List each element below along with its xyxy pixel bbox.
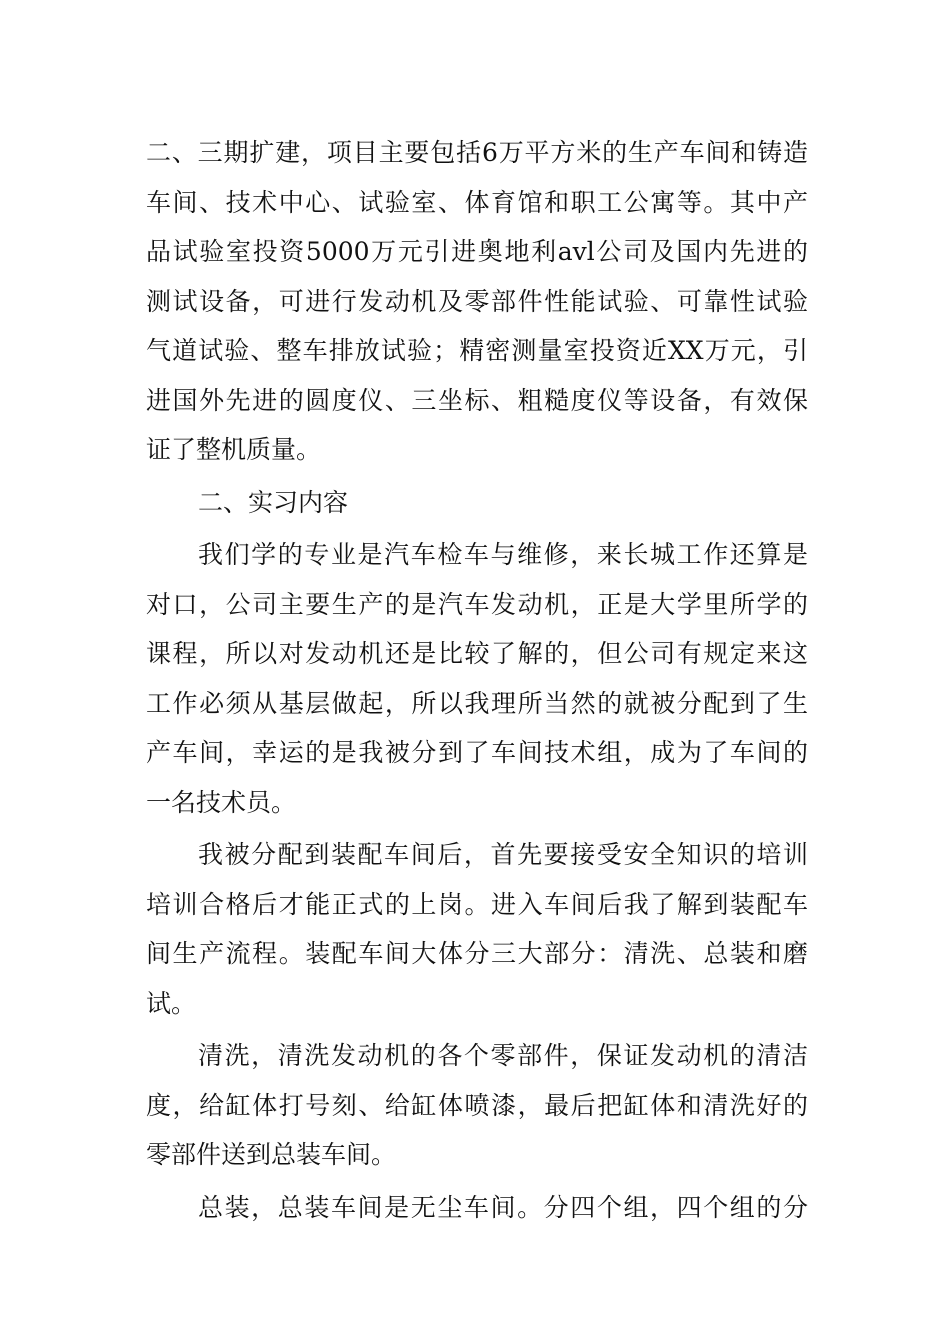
text-line: 培训合格后才能正式的上岗。进入车间后我了解到装配车 [146,889,808,919]
text-line: 总装，总装车间是无尘车间。分四个组，四个组的分 [198,1192,808,1222]
paragraph-final-assembly [146,1183,808,1233]
text-line: 产车间，幸运的是我被分到了车间技术组，成为了车间的 [146,738,808,767]
document-body [146,128,808,1235]
paragraph-expansion-project [146,128,808,475]
text-line: 证了整机质量。 [146,435,322,464]
text-line: 二、三期扩建，项目主要包括6万平方米的生产车间和铸造 [146,138,808,167]
text-line: 度，给缸体打号刻、给缸体喷漆，最后把缸体和清洗好的 [146,1090,808,1120]
text-line: 对口，公司主要生产的是汽车发动机，正是大学里所学的 [146,589,808,619]
section-heading: 二、实习内容 [198,487,349,517]
section-heading-internship-content [146,478,808,528]
text-line: 间生产流程。装配车间大体分三大部分：清洗、总装和磨 [146,939,808,968]
text-line: 一名技术员。 [146,787,297,817]
paragraph-major-and-assignment [146,530,808,827]
text-line: 课程，所以对发动机还是比较了解的，但公司有规定来这 [146,639,808,668]
text-line: 测试设备，可进行发动机及零部件性能试验、可靠性试验 [146,286,808,316]
paragraph-cleaning [146,1031,808,1180]
text-line: 工作必须从基层做起，所以我理所当然的就被分配到了生 [146,688,808,718]
text-line: 进国外先进的圆度仪、三坐标、粗糙度仪等设备，有效保 [146,385,808,415]
text-line: 品试验室投资5000万元引进奥地利avl公司及国内先进的 [146,237,808,266]
text-line: 试。 [146,988,197,1018]
text-line: 我被分配到装配车间后，首先要接受安全知识的培训 [198,840,808,869]
text-line: 零部件送到总装车间。 [146,1140,397,1169]
text-line: 气道试验、整车排放试验；精密测量室投资近XX万元，引 [146,336,808,365]
text-line: 我们学的专业是汽车检车与维修，来长城工作还算是 [198,540,808,569]
text-line: 车间、技术中心、试验室、体育馆和职工公寓等。其中产 [146,187,808,217]
paragraph-assembly-workshop [146,830,808,1028]
text-line: 清洗，清洗发动机的各个零部件，保证发动机的清洁 [198,1041,808,1070]
